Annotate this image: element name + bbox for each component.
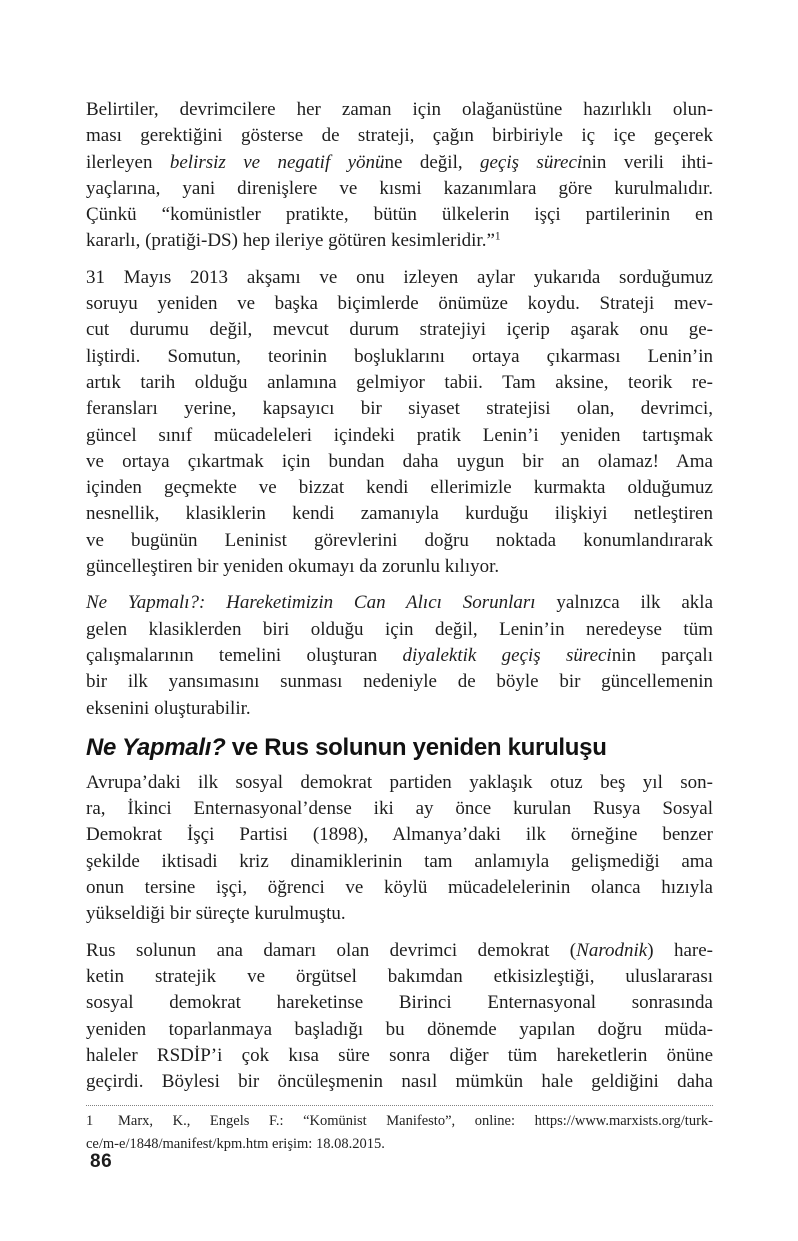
text-line [86, 150, 713, 176]
text-segment: yeniden toparlanmaya başladığı bu dönemde yapılan doğru müda- [86, 1018, 713, 1040]
text-segment: nin parçalı [611, 644, 713, 666]
text-line [86, 176, 713, 202]
text-segment: geçirdi. Böylesi bir öncüleşmenin nasıl mümkün hale geldiğini daha [86, 1071, 713, 1093]
text-segment: çalışmalarının temelini oluşturan [86, 644, 403, 666]
text-line [86, 964, 713, 990]
text-segment: Ne Yapmalı?: Hareketimizin Can Alıcı Sorunları [86, 592, 536, 614]
paragraph [86, 590, 713, 721]
text-segment: ve bugünün Leninist görevlerini doğru noktada konumlandırarak [86, 529, 713, 551]
footnote-text: ce/m-e/1848/manifest/kpm.htm erişim: 18.08.2015. [86, 1135, 385, 1152]
text-segment: eksenini oluşturabilir. [86, 697, 251, 719]
footnote-url: https://www.marxists.org/turk- [534, 1113, 713, 1130]
text-line [86, 696, 713, 722]
text-segment: ve ortaya çıkartmak için bundan daha uygun bir an olamaz! Ama [86, 450, 713, 472]
text-segment: şekilde iktisadi kriz dinamiklerinin tam anlamıyla gelişmediği ama [86, 850, 713, 872]
text-line [86, 501, 713, 527]
text-segment: 31 Mayıs 2013 akşamı ve onu izleyen aylar yukarıda sorduğumuz [86, 266, 713, 288]
text-line [86, 202, 713, 228]
text-line [86, 770, 713, 796]
text-segment: Belirtiler, devrimcilere her zaman için olağanüstüne hazırlıklı olun- [86, 99, 713, 120]
text-segment: liştirdi. Somutun, teorinin boşluklarını ortaya çıkarması Lenin’in [86, 345, 713, 367]
text-segment: ve Rus solunun yeniden kuruluşu [225, 733, 607, 761]
text-line [86, 822, 713, 848]
text-line [86, 617, 713, 643]
text-segment: cut durumu değil, mevcut durum stratejiyi içerip aşarak onu ge- [86, 319, 713, 341]
text-segment: nesnellik, klasiklerin kendi zamanıyla kurduğu ilişkiyi netleştiren [86, 503, 713, 525]
text-segment: kararlı, (pratiği-DS) hep ileriye götüren kesimleridir.” [86, 230, 495, 252]
footnote-text: Marx, K., Engels F.: “Komünist Manifesto”, online: [118, 1113, 535, 1130]
text-segment: Çünkü “komünistler pratikte, bütün ülkelerin işçi partilerinin en [86, 204, 713, 226]
text-segment: soruyu yeniden ve başka biçimlerde önümüze koydu. Strateji mev- [86, 293, 713, 315]
paragraph [86, 770, 713, 928]
text-segment: ) hare- [647, 939, 713, 961]
text-line [86, 669, 713, 695]
text-line [86, 344, 713, 370]
text-line [86, 528, 713, 554]
text-line [86, 1069, 713, 1095]
text-line [86, 796, 713, 822]
text-segment: güncelleştiren bir yeniden okumayı da zorunlu kılıyor. [86, 556, 500, 578]
text-line [86, 590, 713, 616]
text-segment: ne değil, [384, 151, 480, 173]
text-segment: Ne Yapmalı? [86, 733, 226, 761]
text-line [86, 1017, 713, 1043]
text-line [86, 1110, 713, 1133]
footnote [86, 1110, 713, 1155]
text-segment: güncel sınıf mücadeleleri içindeki pratik Lenin’i yeniden tartışmak [86, 424, 713, 446]
text-segment: Avrupa’daki ilk sosyal demokrat partiden yaklaşık otuz beş yıl son- [86, 771, 713, 793]
paragraph [86, 265, 713, 581]
text-segment: ması gerektiğini gösterse de strateji, çağın birbiriyle iç içe geçerek [86, 125, 713, 147]
text-line [86, 228, 713, 254]
text-line [86, 123, 713, 149]
text-segment: belirsiz ve negatif yönü [169, 151, 385, 173]
text-line [86, 990, 713, 1016]
text-segment: sosyal demokrat hareketinse Birinci Enternasyonal sonrasında [86, 992, 713, 1014]
text-line [86, 643, 713, 669]
text-line [86, 423, 713, 449]
text-segment: onun tersine işçi, öğrenci ve köylü mücadelelerinin olanca hızıyla [86, 877, 713, 899]
footnote-ref: 1 [494, 231, 501, 244]
text-line [86, 265, 713, 291]
paragraph [86, 97, 713, 255]
page-body [86, 97, 713, 1155]
body-text [86, 97, 713, 1095]
text-segment: nin verili ihti- [582, 151, 713, 173]
text-line [86, 370, 713, 396]
text-line [86, 475, 713, 501]
text-segment: yaçlarına, yani direnişlere ve kısmi kazanımlara göre kurulmalıdır. [86, 177, 713, 199]
text-segment: yalnızca ilk akla [535, 592, 713, 614]
text-line [86, 1133, 713, 1156]
text-line [86, 554, 713, 580]
text-segment: geçiş süreci [480, 151, 583, 173]
text-line [86, 875, 713, 901]
text-line [86, 849, 713, 875]
footnote-number: 1 [86, 1113, 94, 1130]
section-heading [86, 732, 713, 763]
text-line [86, 1043, 713, 1069]
text-line [86, 901, 713, 927]
text-segment: Rus solunun ana damarı olan devrimci demokrat ( [86, 939, 577, 961]
text-segment: ketin stratejik ve örgütsel bakımdan etkisizleştiği, uluslararası [86, 965, 713, 987]
text-segment: haleler RSDİP’i çok kısa süre sonra diğer tüm hareketlerin önüne [86, 1044, 713, 1066]
text-segment: içinden geçmekte ve bizzat kendi ellerimizle kurmakta olduğumuz [86, 477, 713, 499]
text-line [86, 317, 713, 343]
text-line [86, 938, 713, 964]
text-segment: gelen klasiklerden biri olduğu için değil, Lenin’in neredeyse tüm [86, 618, 713, 640]
footnote-rule [86, 1105, 713, 1106]
text-segment: feransları yerine, kapsayıcı bir siyaset stratejisi olan, devrimci, [86, 398, 713, 420]
page-number: 86 [90, 1151, 113, 1172]
text-segment: yükseldiği bir süreçte kurulmuştu. [86, 903, 346, 925]
text-line [86, 396, 713, 422]
text-line [86, 291, 713, 317]
text-segment: ra, İkinci Enternasyonal’dense iki ay önce kurulan Rusya Sosyal [86, 798, 713, 820]
paragraph [86, 938, 713, 1096]
text-segment: diyalektik geçiş süreci [402, 644, 612, 666]
text-segment: Narodnik [576, 939, 648, 961]
text-segment: ilerleyen [86, 151, 170, 173]
text-line [86, 449, 713, 475]
text-line [86, 97, 713, 123]
text-segment: Demokrat İşçi Partisi (1898), Almanya’daki ilk örneğine benzer [86, 824, 713, 846]
text-segment: bir ilk yansımasını sunması nedeniyle de böyle bir güncellemenin [86, 671, 713, 693]
text-segment: artık tarih olduğu anlamına gelmiyor tabii. Tam aksine, teorik re- [86, 371, 713, 393]
